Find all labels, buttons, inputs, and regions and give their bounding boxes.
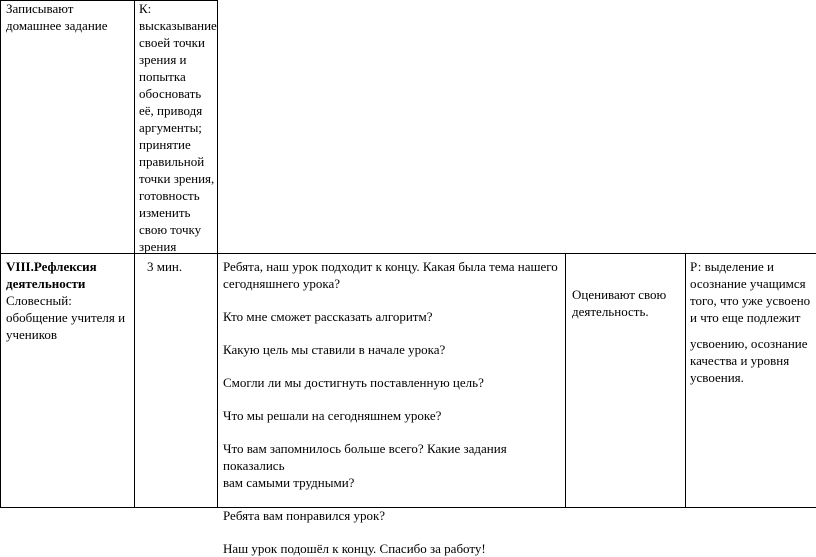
competence-line: принятие — [139, 137, 191, 152]
competence-line: своей точки — [139, 35, 205, 50]
teacher-question: Что мы решали на сегодняшнем уроке? — [223, 408, 442, 423]
competence-line: изменить — [139, 205, 191, 220]
competence-line: правильной — [139, 154, 205, 169]
stage-title: VIII.Рефлексия — [6, 259, 97, 274]
method-line: учеников — [6, 327, 58, 342]
outcome-line: и что еще подлежит — [690, 310, 801, 325]
column-border-left — [0, 0, 1, 508]
competence-line: зрения и — [139, 52, 187, 67]
outcome-line: Р: выделение и — [690, 259, 774, 274]
competence-line: высказывание — [139, 18, 217, 33]
outcome-line: усвоения. — [690, 370, 744, 385]
competence-line: зрения — [139, 239, 177, 254]
teacher-question: Наш урок подошёл к концу. Спасибо за работу! — [223, 541, 486, 556]
row1-col1-line: домашнее задание — [6, 18, 108, 33]
column-border-2 — [217, 0, 218, 508]
competence-line: её, приводя — [139, 103, 203, 118]
stage-title: деятельности — [6, 276, 86, 291]
column-border-3 — [565, 254, 566, 508]
teacher-activity-cell — [223, 258, 563, 557]
column-border-4 — [685, 254, 686, 508]
outcome-line: осознание учащимся — [690, 276, 806, 291]
row-divider — [0, 253, 816, 254]
competence-line: точки зрения, — [139, 171, 215, 186]
teacher-question: Ребята, наш урок подходит к концу. Какая была тема нашего сегодняшнего урока? — [223, 259, 558, 291]
teacher-question: Что вам запомнилось больше всего? Какие задания показались вам самыми трудными? — [223, 441, 507, 490]
outcome-line: качества и уровня — [690, 353, 790, 368]
student-activity-cell — [572, 286, 682, 320]
stage-time: 3 мин. — [147, 259, 183, 274]
teacher-question: Какую цель мы ставили в начале урока? — [223, 342, 446, 357]
row1-col2-cell — [139, 0, 217, 255]
competence-line: попытка — [139, 69, 186, 84]
outcome-line: того, что уже усвоено — [690, 293, 811, 308]
teacher-question: Кто мне сможет рассказать алгоритм? — [223, 309, 433, 324]
competence-line: свою точку — [139, 222, 202, 237]
method-line: обобщение учителя и — [6, 310, 126, 325]
stage-cell — [6, 258, 132, 343]
competence-line: К: — [139, 1, 152, 16]
row1-col1-line: Записывают — [6, 1, 74, 16]
competence-line: аргументы; — [139, 120, 202, 135]
row1-col1-cell — [6, 0, 132, 34]
student-activity-line: деятельность. — [572, 304, 649, 319]
teacher-question: Ребята вам понравился урок? — [223, 508, 386, 523]
outcome-line: усвоению, осознание — [690, 336, 808, 351]
method-line: Словесный: — [6, 293, 72, 308]
teacher-question: Смогли ли мы достигнуть поставленную цель? — [223, 375, 484, 390]
student-activity-line: Оценивают свою — [572, 287, 667, 302]
column-border-1 — [134, 0, 135, 508]
competence-line: готовность — [139, 188, 200, 203]
time-cell — [147, 258, 215, 275]
outcomes-cell — [690, 258, 814, 386]
competence-line: обосновать — [139, 86, 202, 101]
